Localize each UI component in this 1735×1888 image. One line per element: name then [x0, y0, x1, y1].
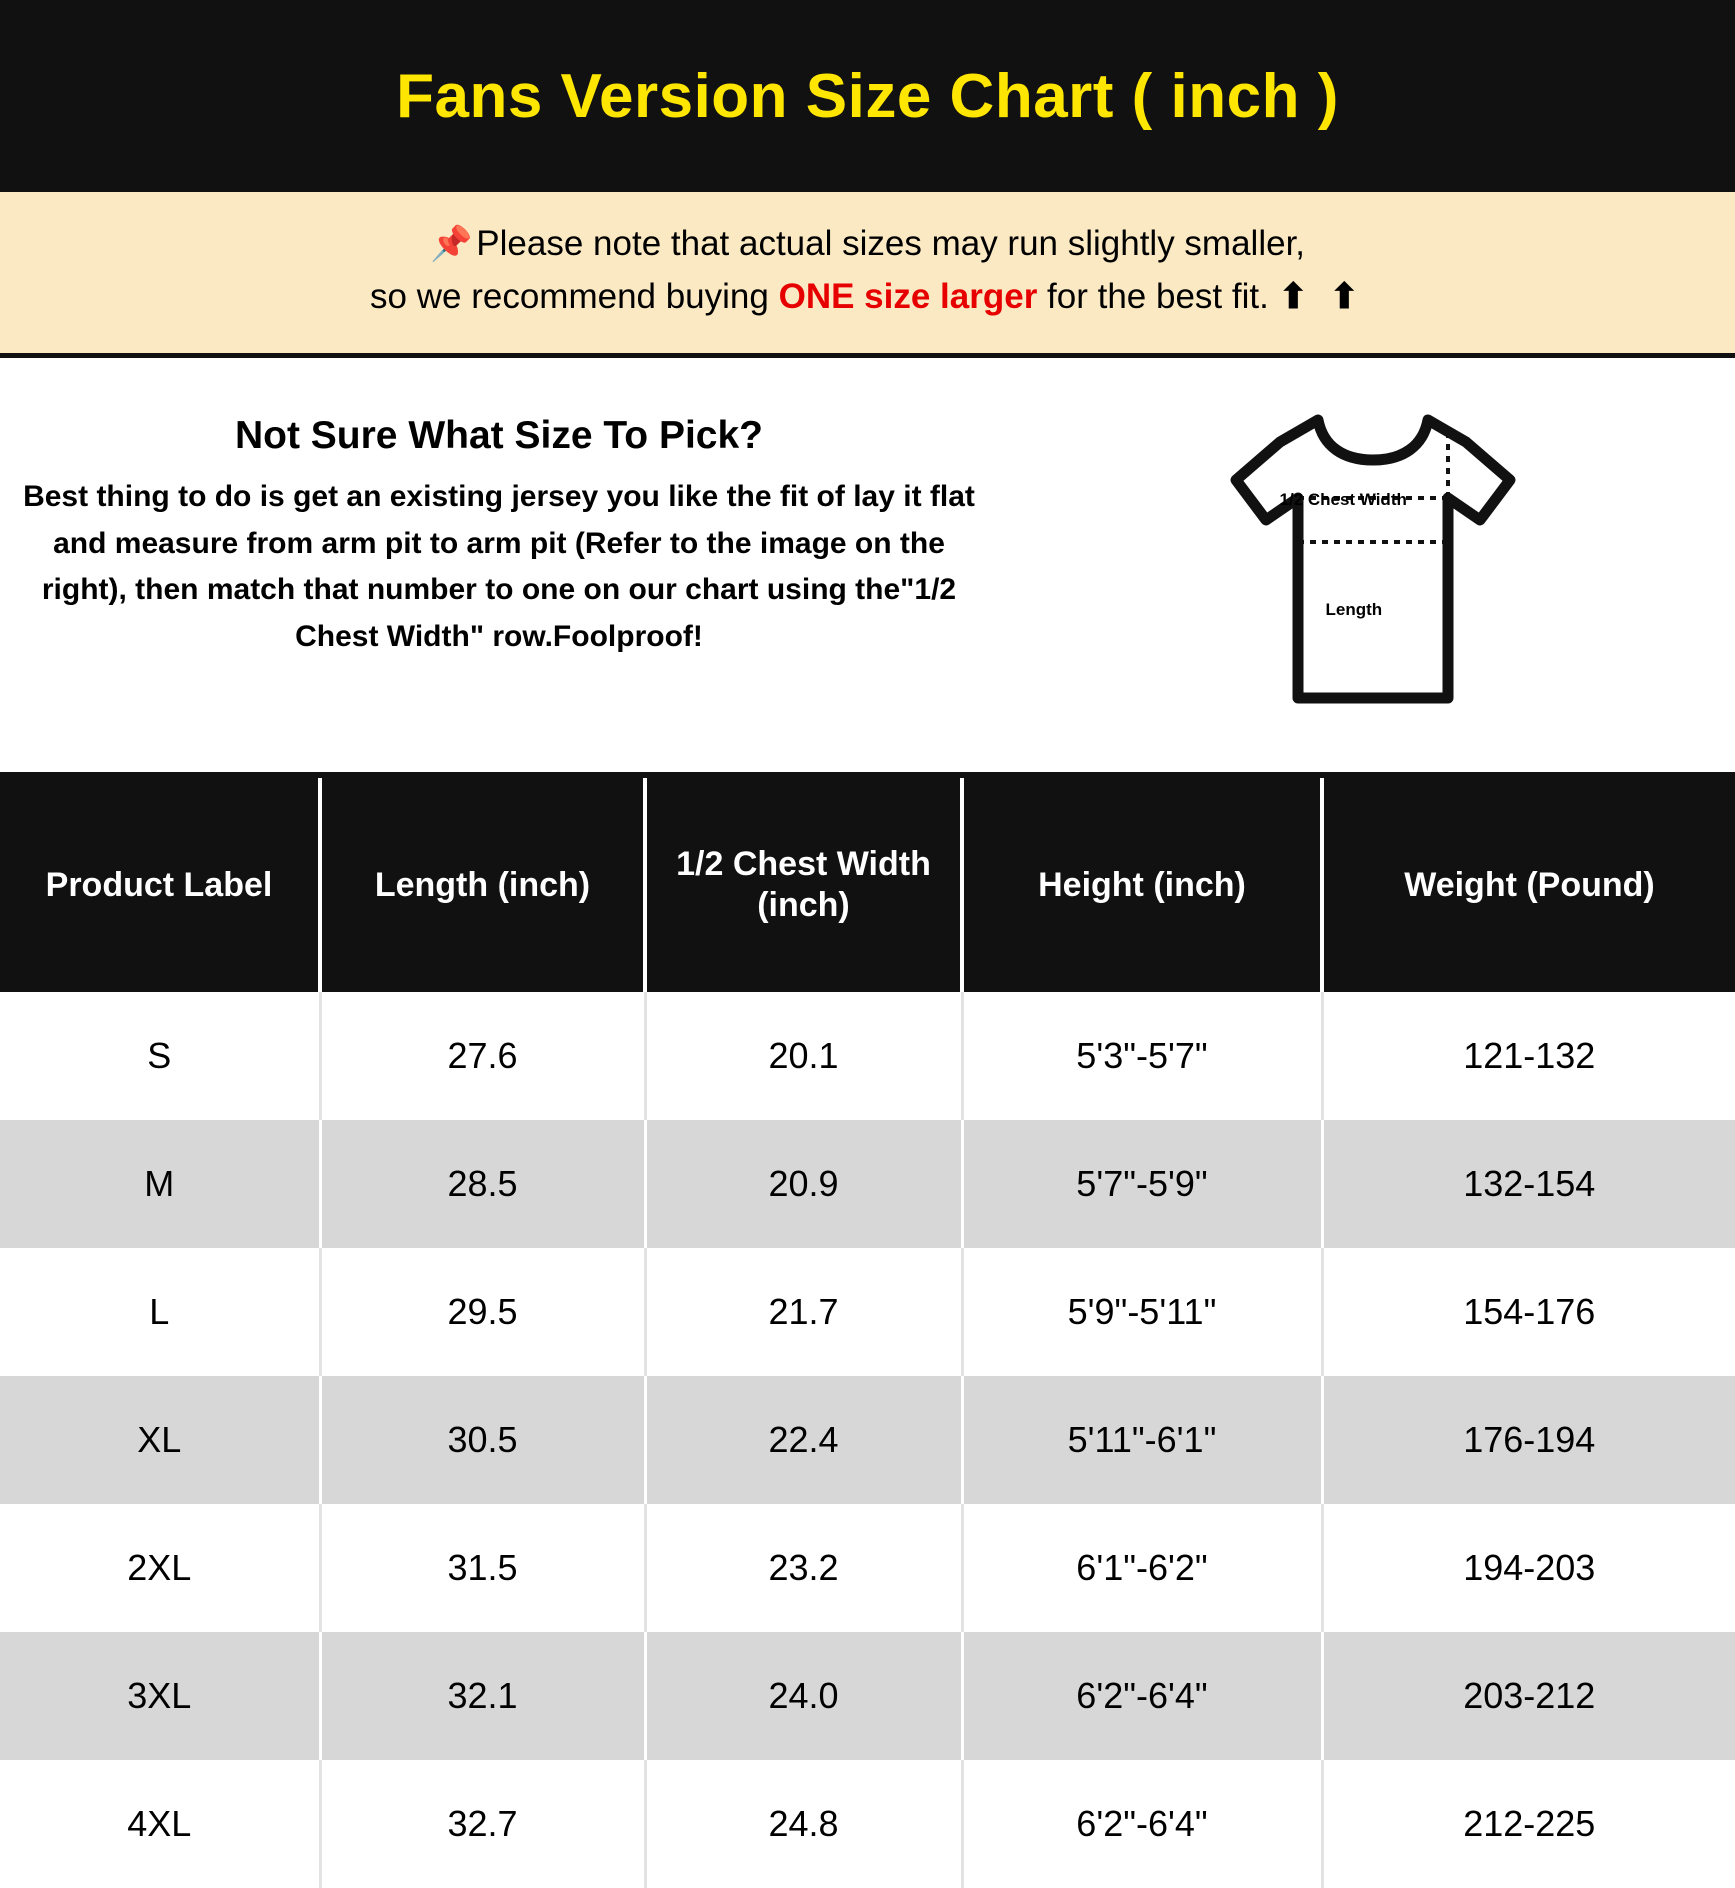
cell-height: 6'1"-6'2"	[962, 1504, 1322, 1632]
table-row	[0, 1120, 1735, 1248]
sizing-help-heading: Not Sure What Size To Pick?	[234, 414, 763, 457]
cell-height: 5'11"-6'1"	[962, 1376, 1322, 1504]
cell-weight: 154-176	[1322, 1248, 1735, 1376]
sizing-help-section	[0, 358, 1735, 778]
cell-chest: 22.4	[645, 1376, 962, 1504]
cell-weight: 203-212	[1322, 1632, 1735, 1760]
note-text-1: Please note that actual sizes may run slightly smaller,	[476, 224, 1306, 263]
cell-height: 5'3"-5'7"	[962, 992, 1322, 1120]
length-label: Length	[1325, 600, 1383, 619]
cell-chest: 20.9	[645, 1120, 962, 1248]
page-title: Fans Version Size Chart ( inch )	[396, 61, 1339, 131]
cell-chest: 24.8	[645, 1760, 962, 1888]
note-line-1	[10, 218, 1725, 271]
note-text-2a: so we recommend buying	[370, 276, 779, 316]
cell-height: 6'2"-6'4"	[962, 1632, 1322, 1760]
pushpin-icon: 📌	[429, 225, 473, 263]
cell-chest: 24.0	[645, 1632, 962, 1760]
cell-chest: 21.7	[645, 1248, 962, 1376]
cell-length: 29.5	[320, 1248, 645, 1376]
column-header-height: Height (inch)	[962, 778, 1322, 992]
cell-size: XL	[0, 1376, 320, 1504]
cell-weight: 132-154	[1322, 1120, 1735, 1248]
sizing-help-body: Best thing to do is get an existing jersey you like the fit of lay it flat and measure from arm pit to arm pit (Refer to the image on the right), then match that number to one on our chart using the"1/2 Chest Width" row.Foolproof!	[23, 480, 975, 653]
title-banner	[0, 0, 1735, 192]
up-arrows-icon: ⬆ ⬆	[1278, 276, 1365, 316]
cell-size: S	[0, 992, 320, 1120]
table-row	[0, 1760, 1735, 1888]
column-header-length: Length (inch)	[320, 778, 645, 992]
cell-length: 32.7	[320, 1760, 645, 1888]
cell-size: M	[0, 1120, 320, 1248]
chest-width-label: 1/2 Chest Width	[1279, 490, 1407, 509]
column-header-weight: Weight (Pound)	[1322, 778, 1735, 992]
cell-size: 4XL	[0, 1760, 320, 1888]
size-table	[0, 778, 1735, 1888]
note-text-2b: for the best fit.	[1037, 276, 1279, 316]
cell-weight: 176-194	[1322, 1376, 1735, 1504]
tshirt-measure-icon	[1218, 402, 1528, 722]
table-header-row	[0, 778, 1735, 992]
cell-height: 5'7"-5'9"	[962, 1120, 1322, 1248]
size-note	[0, 192, 1735, 358]
table-row	[0, 1632, 1735, 1760]
table-row	[0, 1376, 1735, 1504]
cell-size: 3XL	[0, 1632, 320, 1760]
cell-length: 31.5	[320, 1504, 645, 1632]
cell-size: L	[0, 1248, 320, 1376]
table-row	[0, 1248, 1735, 1376]
column-header-product-label: Product Label	[0, 778, 320, 992]
table-row	[0, 1504, 1735, 1632]
cell-length: 28.5	[320, 1120, 645, 1248]
cell-weight: 212-225	[1322, 1760, 1735, 1888]
cell-height: 5'9"-5'11"	[962, 1248, 1322, 1376]
cell-chest: 20.1	[645, 992, 962, 1120]
note-line-2	[10, 271, 1725, 324]
table-row	[0, 992, 1735, 1120]
cell-length: 27.6	[320, 992, 645, 1120]
cell-length: 30.5	[320, 1376, 645, 1504]
sizing-help-text	[0, 392, 1010, 660]
tshirt-diagram	[1010, 392, 1735, 722]
cell-height: 6'2"-6'4"	[962, 1760, 1322, 1888]
note-emphasis: ONE size larger	[778, 276, 1038, 316]
cell-size: 2XL	[0, 1504, 320, 1632]
cell-weight: 194-203	[1322, 1504, 1735, 1632]
cell-weight: 121-132	[1322, 992, 1735, 1120]
cell-length: 32.1	[320, 1632, 645, 1760]
column-header-chest-width: 1/2 Chest Width (inch)	[645, 778, 962, 992]
cell-chest: 23.2	[645, 1504, 962, 1632]
